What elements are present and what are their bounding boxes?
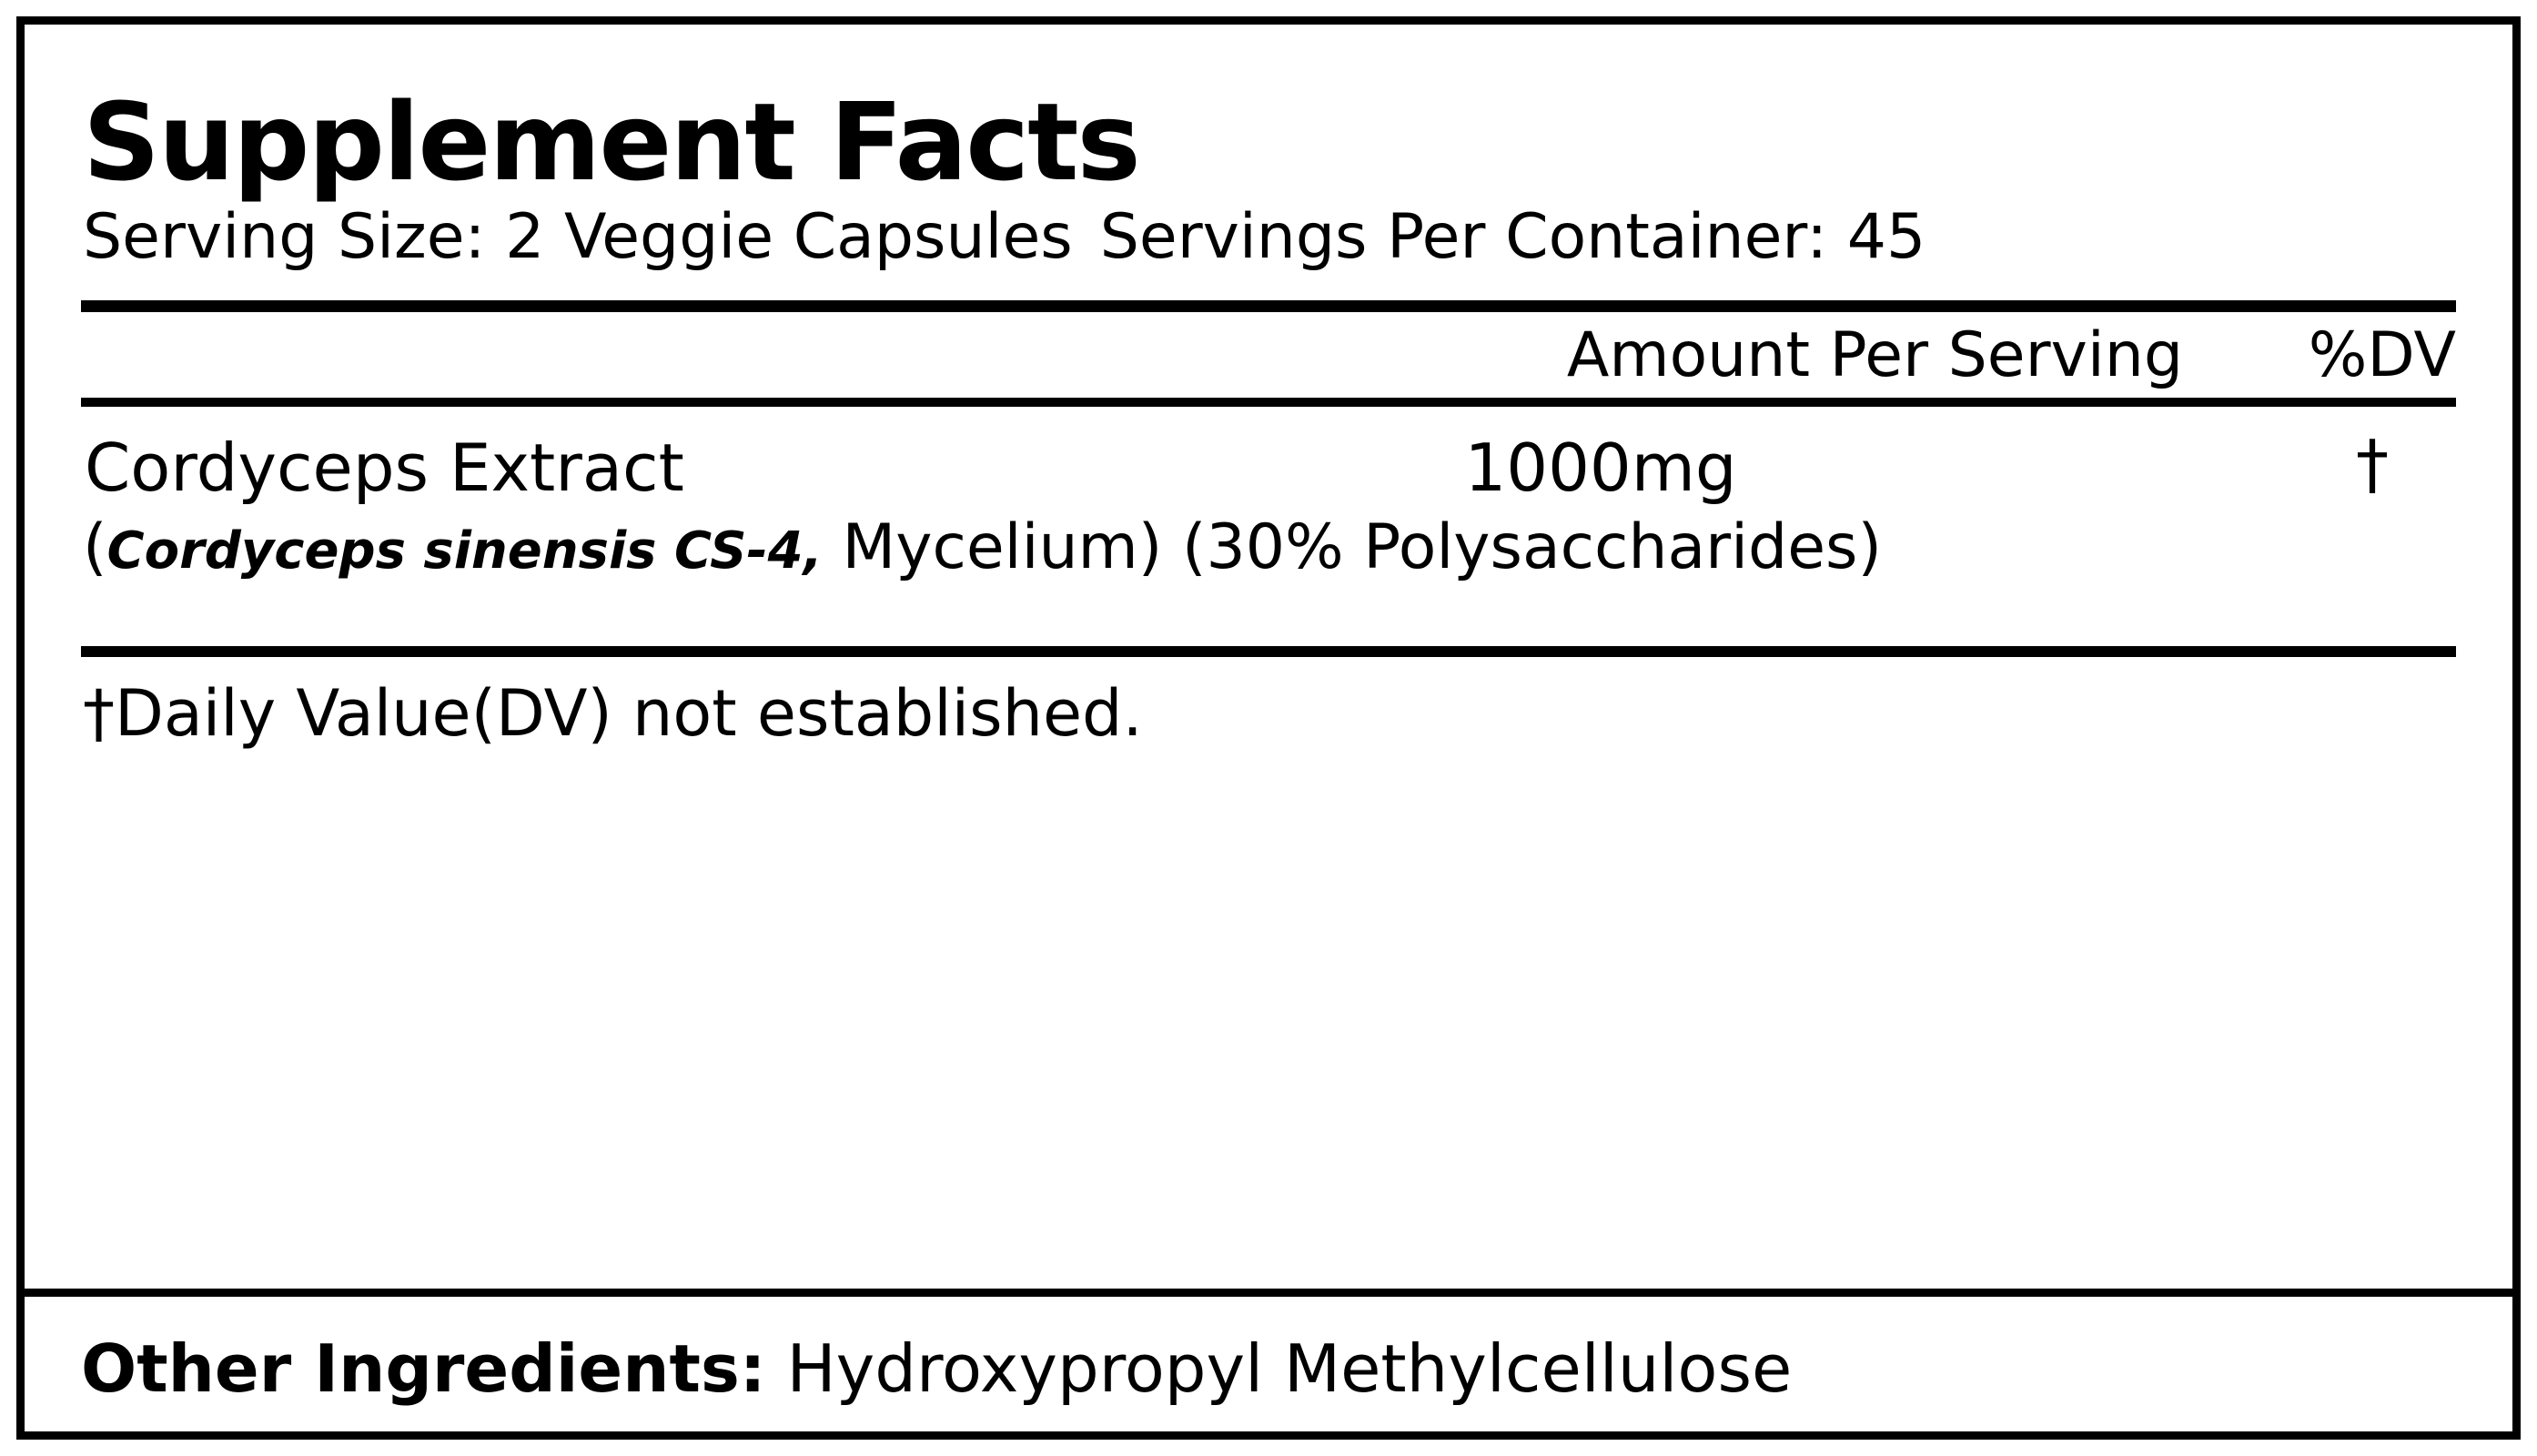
- other-ingredients-row: [81, 1330, 2476, 1408]
- serving-size-text: Serving Size: 2 Veggie Capsules: [83, 201, 1073, 273]
- supplement-facts-panel: [16, 16, 2521, 1440]
- divider-bottom: [81, 646, 2456, 657]
- divider-top: [81, 300, 2456, 312]
- other-ingredients-label: Other Ingredients:: [81, 1330, 766, 1408]
- ingredient-percent-dv: †: [2356, 425, 2389, 502]
- daily-value-footnote: †Daily Value(DV) not established.: [83, 675, 1143, 751]
- supplement-facts-inner: [25, 25, 2512, 1431]
- page-title: Supplement Facts: [83, 79, 1139, 205]
- divider-other-ingredients: [25, 1289, 2512, 1297]
- serving-info-row: [83, 201, 2456, 273]
- table-row: [81, 407, 2456, 506]
- divider-under-headers: [81, 398, 2456, 407]
- ingredient-name: Cordyceps Extract: [85, 429, 684, 506]
- servings-per-container-text: Servings Per Container: 45: [1099, 201, 1926, 273]
- ingredient-amount: 1000mg: [1464, 429, 1737, 506]
- column-header-percent-dv: %DV: [2308, 319, 2456, 392]
- other-ingredients-value: Hydroxypropyl Methylcellulose: [786, 1330, 1793, 1408]
- ingredient-subtext: [83, 511, 2456, 584]
- ingredient-subtext-prefix: (: [83, 511, 107, 584]
- column-header-amount-per-serving: Amount Per Serving: [1566, 319, 2183, 392]
- ingredient-latin-name: Cordyceps sinensis CS-4,: [106, 521, 823, 581]
- column-headers-row: [81, 312, 2456, 397]
- ingredient-subtext-rest: Mycelium) (30% Polysaccharides): [822, 511, 1882, 584]
